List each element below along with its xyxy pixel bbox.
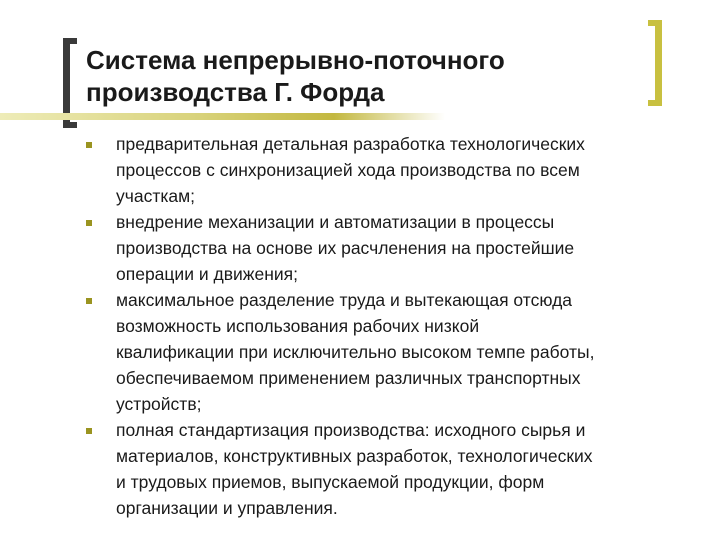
bullet-line: и трудовых приемов, выпускаемой продукции, форм <box>116 472 545 492</box>
square-bullet-icon <box>86 220 92 226</box>
bullet-line: материалов, конструктивных разработок, технологических <box>116 446 593 466</box>
bullet-text <box>116 287 676 417</box>
bullet-item <box>86 287 676 417</box>
bullet-text <box>116 417 676 521</box>
bullet-line: обеспечиваемом применением различных транспортных <box>116 368 581 388</box>
bullet-item <box>86 131 676 209</box>
square-bullet-icon <box>86 298 92 304</box>
bullet-text <box>116 131 676 209</box>
bullet-line: максимальное разделение труда и вытекающая отсюда <box>116 290 573 310</box>
title-line: производства Г. Форда <box>86 77 385 107</box>
bullet-line: операции и движения; <box>116 264 298 284</box>
bullet-line: предварительная детальная разработка технологических <box>116 134 585 154</box>
bullet-line: участкам; <box>116 186 196 206</box>
right-bracket-decoration <box>648 20 662 106</box>
bullet-line: производства на основе их расчленения на простейшие <box>116 238 575 258</box>
bullet-line: процессов с синхронизацией хода производства по всем <box>116 160 580 180</box>
square-bullet-icon <box>86 142 92 148</box>
bullet-item <box>86 417 676 521</box>
bullet-text <box>116 209 676 287</box>
bullet-line: организации и управления. <box>116 498 338 518</box>
slide-title <box>86 44 646 108</box>
bullet-item <box>86 209 676 287</box>
title-line: Система непрерывно-поточного <box>86 45 505 75</box>
bullet-line: полная стандартизация производства: исходного сырья и <box>116 420 586 440</box>
title-underline-decoration <box>0 113 445 120</box>
bullet-line: внедрение механизации и автоматизации в процессы <box>116 212 555 232</box>
square-bullet-icon <box>86 428 92 434</box>
bullet-line: возможность использования рабочих низкой <box>116 316 480 336</box>
bullet-list <box>86 131 676 521</box>
bullet-line: устройств; <box>116 394 202 414</box>
bullet-line: квалификации при исключительно высоком темпе работы, <box>116 342 595 362</box>
